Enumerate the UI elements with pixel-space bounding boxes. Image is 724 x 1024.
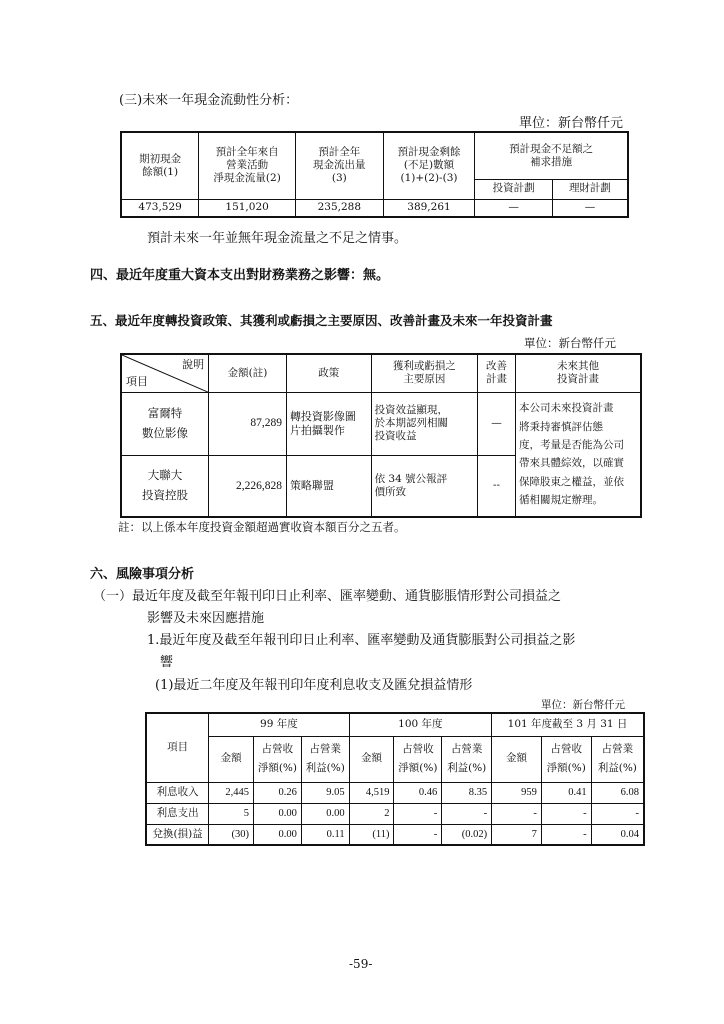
header-cash-surplus: 預計現金剩餘 (不足)數額 (1)+(2)-(3)	[383, 132, 475, 199]
amount-cell: 2,226,828	[209, 455, 287, 517]
cell: 0.41	[541, 782, 591, 803]
header-finance-plan: 理財計劃	[552, 179, 628, 199]
cell: 6.08	[591, 782, 644, 803]
cell: 0.04	[591, 824, 644, 845]
header-pct-revenue: 占營收 淨額(%)	[254, 736, 302, 782]
investment-table	[120, 353, 642, 518]
section-5-unit: 單位：新台幣仟元	[524, 336, 616, 350]
interest-fx-table	[145, 712, 645, 846]
cell: -	[541, 824, 591, 845]
section-6-sub1: （一）最近年度及截至年報刊印日止利率、匯率變動、通貨膨脹情形對公司損益之	[93, 589, 562, 604]
page-number: -59-	[349, 957, 373, 971]
diag-bottom-label: 項目	[126, 374, 148, 388]
cell: 2,445	[209, 782, 254, 803]
section-3-unit: 單位：新台幣仟元	[519, 116, 624, 131]
cash-flow-table	[120, 131, 629, 218]
header-year-101: 101 年度截至 3 月 31 日	[492, 713, 644, 736]
table-row	[121, 392, 641, 455]
reason-cell: 投資效益顯現， 於本期認列相關 投資收益	[371, 392, 478, 455]
cell: 0.00	[254, 824, 302, 845]
cell: 151,020	[199, 199, 296, 217]
header-pct-revenue: 占營收 淨額(%)	[394, 736, 442, 782]
cell: 2	[349, 803, 394, 824]
cell: 959	[492, 782, 542, 803]
cell: 0.00	[254, 803, 302, 824]
section-6-sub2: 1.最近年度及截至年報刊印日止利率、匯率變動及通貨膨脹對公司損益之影	[147, 633, 576, 648]
header-policy: 政策	[286, 354, 371, 392]
header-pct-revenue: 占營收 淨額(%)	[541, 736, 591, 782]
header-improve: 改善 計畫	[478, 354, 516, 392]
cell: 4,519	[349, 782, 394, 803]
cell: -	[394, 824, 442, 845]
improve-cell: --	[478, 455, 516, 517]
header-amount: 金額	[349, 736, 394, 782]
header-amount: 金額	[209, 736, 254, 782]
cell: 0.11	[301, 824, 349, 845]
cell: 0.46	[394, 782, 442, 803]
cell: 389,261	[383, 199, 475, 217]
header-opening-cash: 期初現金 餘額(1)	[121, 132, 199, 199]
header-investment-plan: 投資計劃	[475, 179, 553, 199]
row-label: 兌換(損)益	[146, 824, 209, 845]
table-row	[146, 824, 644, 845]
cell: -	[394, 803, 442, 824]
header-amount: 金額(註)	[209, 354, 287, 392]
cell: 0.26	[254, 782, 302, 803]
cell: 5	[209, 803, 254, 824]
header-diagonal-cell	[121, 354, 209, 392]
cell: —	[475, 199, 553, 217]
improve-cell: —	[478, 392, 516, 455]
cell: (0.02)	[442, 824, 492, 845]
reason-cell: 依 34 號公報評 價所致	[371, 455, 478, 517]
cell: 9.05	[301, 782, 349, 803]
diag-top-label: 說明	[182, 358, 205, 371]
cell: —	[552, 199, 628, 217]
cell: (11)	[349, 824, 394, 845]
item-cell: 富爾特 數位影像	[121, 392, 209, 455]
table-row	[146, 782, 644, 803]
cell: 0.00	[301, 803, 349, 824]
policy-cell: 轉投資影像圖 片拍攝製作	[286, 392, 371, 455]
section-3-heading: (三)未來一年現金流動性分析：	[119, 93, 299, 108]
amount-cell: 87,289	[209, 392, 287, 455]
header-amount: 金額	[492, 736, 542, 782]
row-label: 利息收入	[146, 782, 209, 803]
cell: 235,288	[295, 199, 383, 217]
row-label: 利息支出	[146, 803, 209, 824]
header-year-99: 99 年度	[209, 713, 349, 736]
cell: -	[442, 803, 492, 824]
section-5-heading: 五、最近年度轉投資政策、其獲利或虧損之主要原因、改善計畫及未來一年投資計畫	[90, 313, 553, 328]
section-5-note: 註：以上係本年度投資金額超過實收資本額百分之五者。	[118, 520, 406, 534]
section-6-sub2b: 響	[160, 655, 174, 670]
header-pct-operating: 占營業 利益(%)	[301, 736, 349, 782]
header-operating-cash-flow: 預計全年來自 營業活動 淨現金流量(2)	[199, 132, 296, 199]
header-pct-operating: 占營業 利益(%)	[442, 736, 492, 782]
cell: -	[591, 803, 644, 824]
header-remedy: 預計現金不足額之 補求措施	[475, 132, 628, 179]
section-3-note: 預計未來一年並無年現金流量之不足之情事。	[147, 231, 408, 246]
cell: -	[492, 803, 542, 824]
section-6-sub1b: 影響及未來因應措施	[147, 611, 265, 626]
header-item: 項目	[146, 713, 209, 782]
header-pct-operating: 占營業 利益(%)	[591, 736, 644, 782]
header-cash-outflow: 預計全年 現金流出量 (3)	[295, 132, 383, 199]
cell: (30)	[209, 824, 254, 845]
section-6-unit: 單位：新台幣仟元	[541, 699, 625, 711]
cell: 7	[492, 824, 542, 845]
future-plan-cell: 本公司未來投資計畫 將秉持審慎評估態 度，考量是否能為公司 帶來具體綜效，以確實 保障股東之權益，並依 循相關規定辦理。	[515, 392, 641, 517]
table-row	[121, 199, 628, 217]
cell: 473,529	[121, 199, 199, 217]
table-row	[146, 803, 644, 824]
header-year-100: 100 年度	[349, 713, 492, 736]
policy-cell: 策略聯盟	[286, 455, 371, 517]
cell: 8.35	[442, 782, 492, 803]
section-4-heading: 四、最近年度重大資本支出對財務業務之影響：無。	[90, 268, 390, 283]
header-future-plan: 未來其他 投資計畫	[515, 354, 641, 392]
section-6-heading: 六、風險事項分析	[90, 567, 195, 582]
section-6-sub3: (1)最近二年度及年報刊印年度利息收支及匯兌損益情形	[155, 678, 473, 693]
header-reason: 獲利或虧損之 主要原因	[371, 354, 478, 392]
item-cell: 大聯大 投資控股	[121, 455, 209, 517]
cell: -	[541, 803, 591, 824]
